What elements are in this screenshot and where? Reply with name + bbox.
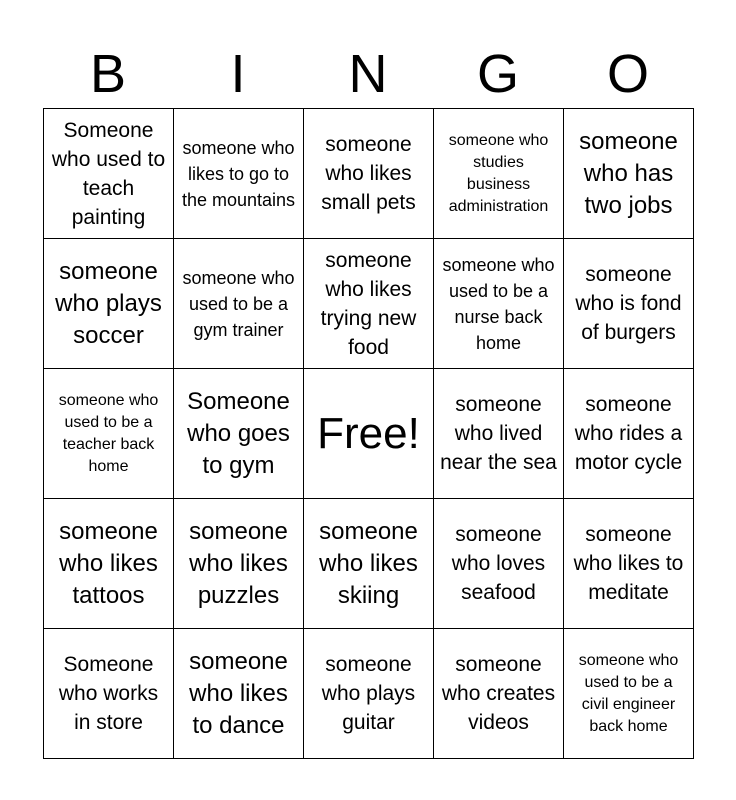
cell-text: someone who creates videos [441, 653, 556, 734]
bingo-cell [174, 499, 304, 629]
cell-text: someone who used to be a gym trainer [182, 267, 295, 340]
bingo-cell [174, 239, 304, 369]
cell-text: Someone who works in store [58, 653, 159, 734]
free-cell [304, 369, 434, 499]
bingo-cell [44, 629, 174, 759]
cell-text: someone who used to be a teacher back home [58, 391, 159, 475]
cell-text: someone who studies business administration [448, 131, 549, 215]
bingo-cell [434, 499, 564, 629]
cell-text: someone who likes small pets [321, 133, 416, 214]
bingo-cell [434, 369, 564, 499]
header-letter-i: I [230, 44, 246, 104]
cell-text: someone who likes trying new food [320, 248, 417, 359]
cell-text: someone who has two jobs [579, 127, 678, 219]
bingo-cell [304, 499, 434, 629]
bingo-cell [304, 239, 434, 369]
header-letter-g: G [476, 44, 519, 104]
cell-text: someone who likes tattoos [59, 517, 158, 609]
cell-text: someone who likes to meditate [573, 523, 684, 604]
cell-text: someone who plays guitar [321, 653, 416, 734]
bingo-header [43, 40, 693, 108]
bingo-cell [304, 109, 434, 239]
bingo-cell [44, 499, 174, 629]
grid-row [44, 239, 694, 369]
bingo-cell [564, 369, 694, 499]
grid-row [44, 109, 694, 239]
cell-text: someone who used to be a civil engineer back home [578, 651, 679, 735]
cell-text: someone who likes puzzles [189, 517, 288, 609]
grid-row [44, 629, 694, 759]
bingo-cell [44, 239, 174, 369]
bingo-cell [564, 629, 694, 759]
bingo-cell [434, 239, 564, 369]
bingo-cell [434, 109, 564, 239]
bingo-cell [564, 239, 694, 369]
bingo-cell [44, 109, 174, 239]
cell-text: Someone who used to teach painting [51, 118, 166, 229]
grid-row [44, 499, 694, 629]
header-letter-b: B [89, 44, 127, 104]
cell-text: someone who plays soccer [55, 257, 162, 349]
cell-text: Someone who goes to gym [187, 387, 290, 479]
cell-text: someone who likes to go to the mountains [181, 137, 296, 210]
bingo-cell [564, 109, 694, 239]
bingo-grid [43, 108, 694, 759]
cell-text: someone who rides a motor cycle [574, 393, 683, 474]
bingo-cell [564, 499, 694, 629]
bingo-cell [434, 629, 564, 759]
cell-text: someone who lived near the sea [440, 393, 557, 474]
grid-row [44, 369, 694, 499]
bingo-cell [174, 109, 304, 239]
header-letter-n: N [348, 44, 388, 104]
bingo-cell [174, 369, 304, 499]
bingo-cell [174, 629, 304, 759]
header-letter-o: O [606, 44, 649, 104]
cell-text: someone who loves seafood [451, 523, 546, 604]
bingo-cell [304, 629, 434, 759]
cell-text: someone who used to be a nurse back home [442, 254, 555, 353]
cell-text: someone who is fond of burgers [575, 263, 682, 344]
free-text: Free! [317, 408, 420, 458]
bingo-cell [44, 369, 174, 499]
cell-text: someone who likes skiing [319, 517, 418, 609]
cell-text: someone who likes to dance [189, 647, 288, 739]
